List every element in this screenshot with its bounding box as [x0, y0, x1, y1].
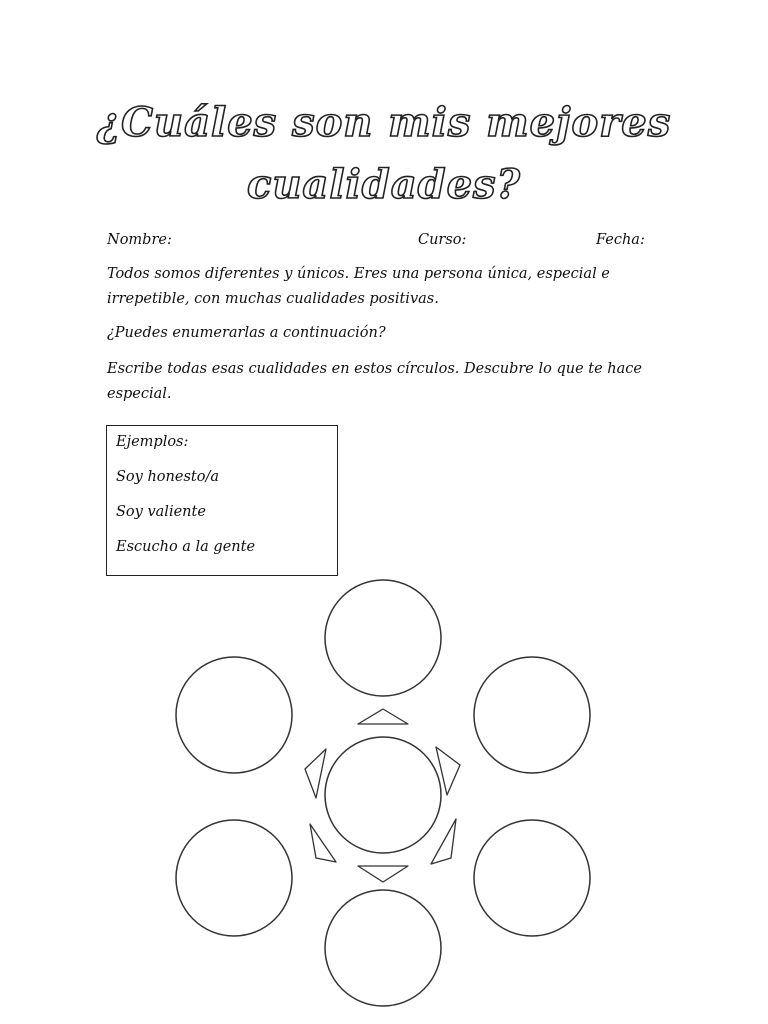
fecha-label: Fecha: — [596, 232, 645, 248]
quality-circle-bottom[interactable] — [325, 890, 441, 1006]
worksheet-title-line-2: cualidades? — [246, 161, 521, 208]
intro-paragraph: Todos somos diferentes y únicos. Eres una persona única, especial e irrepetible, con muchas cualidades positivas. — [107, 266, 610, 307]
examples-title: Ejemplos: — [116, 434, 189, 450]
arrow-triangle-lower-left — [310, 824, 336, 862]
quality-circle-lower-right[interactable] — [474, 820, 590, 936]
question-paragraph: ¿Puedes enumerarlas a continuación? — [107, 325, 386, 341]
arrow-triangle-upper-left — [305, 749, 326, 798]
quality-circle-upper-right[interactable] — [474, 657, 590, 773]
instruction-paragraph: Escribe todas esas cualidades en estos círculos. Descubre lo que te hace especial. — [107, 361, 642, 402]
quality-circle-center[interactable] — [325, 737, 441, 853]
quality-circle-lower-left[interactable] — [176, 820, 292, 936]
quality-circle-upper-left[interactable] — [176, 657, 292, 773]
example-item: Soy valiente — [116, 504, 206, 520]
arrow-triangle-bottom — [358, 866, 408, 882]
example-item: Soy honesto/a — [116, 469, 219, 485]
arrow-triangle-lower-right — [431, 819, 456, 864]
quality-circle-top[interactable] — [325, 580, 441, 696]
example-item: Escucho a la gente — [116, 539, 256, 555]
nombre-label: Nombre: — [107, 232, 172, 248]
curso-label: Curso: — [418, 232, 467, 248]
arrow-triangle-top — [358, 709, 408, 724]
worksheet-title-line-1: ¿Cuáles son mis mejores — [96, 99, 672, 146]
